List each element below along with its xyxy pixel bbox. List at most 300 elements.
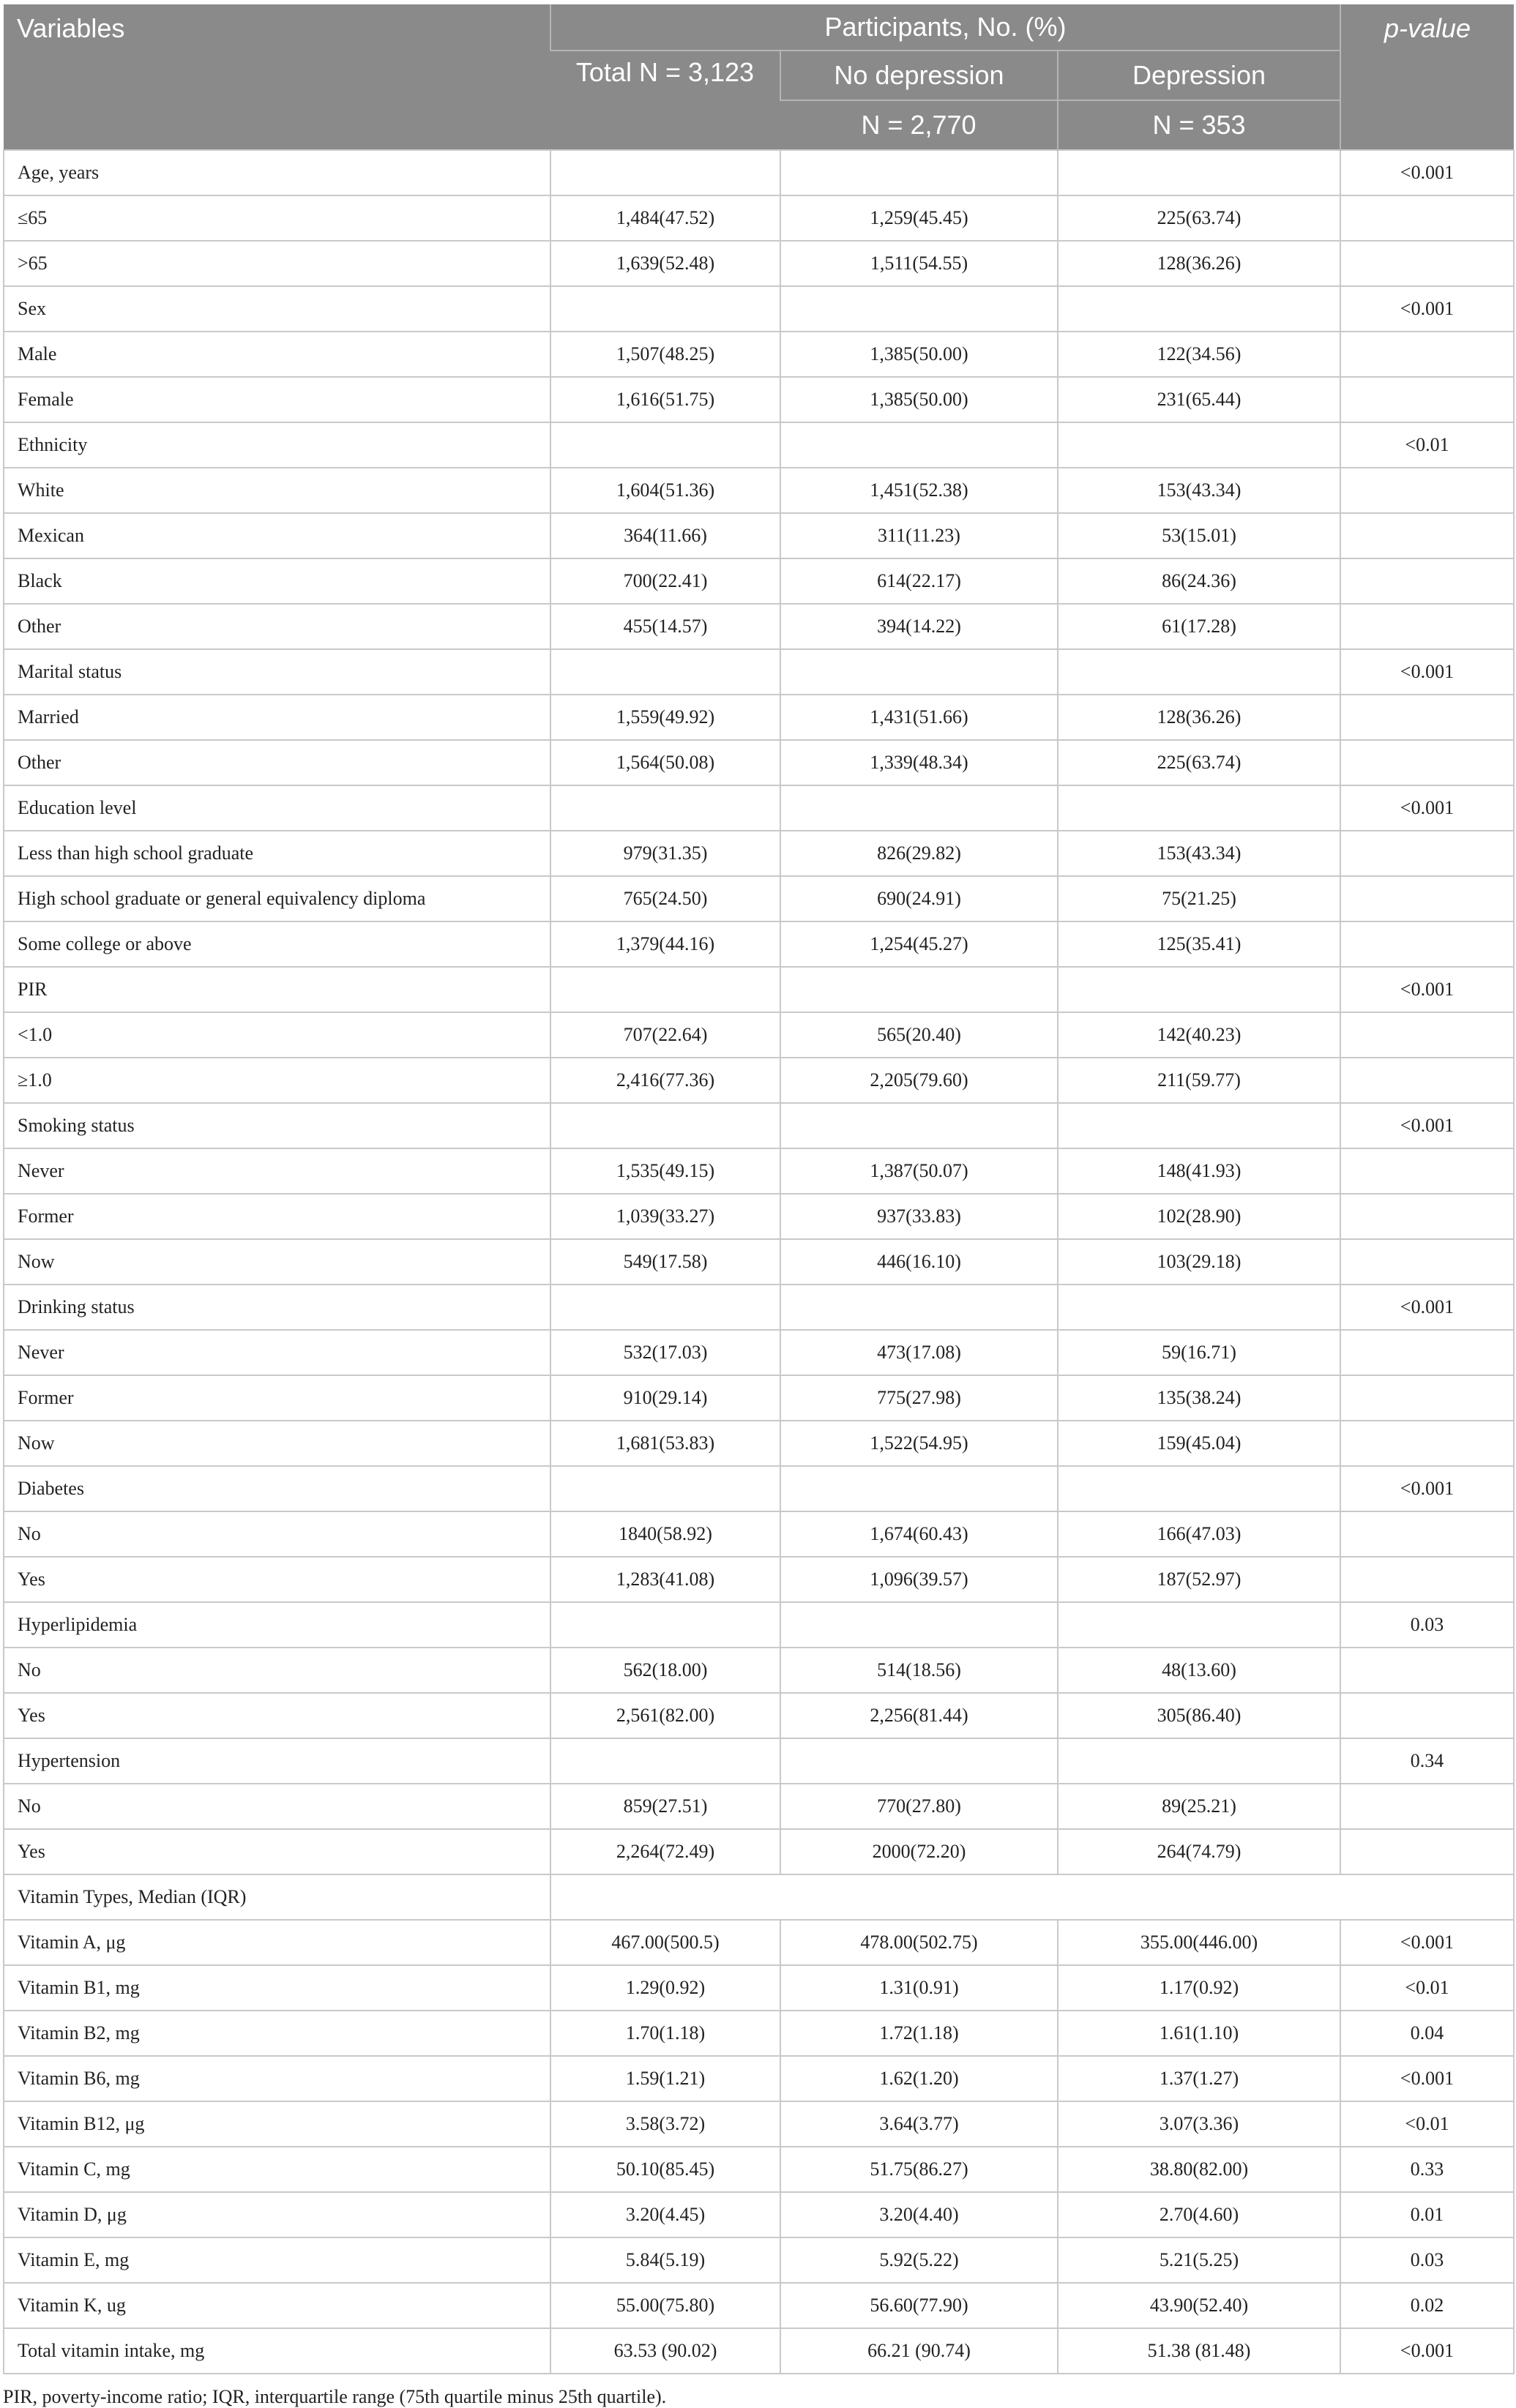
depression-cell: 1.17(0.92) (1058, 1965, 1340, 2011)
table-row (4, 513, 1514, 558)
group-label-cell: Drinking status (4, 1285, 550, 1330)
total-cell: 1,379(44.16) (550, 921, 780, 967)
header-no-depression-n: N = 2,770 (780, 100, 1058, 150)
table-row (4, 150, 1514, 195)
p-value-cell (1340, 1239, 1514, 1285)
total-cell (550, 1602, 780, 1648)
total-cell (550, 1103, 780, 1148)
depression-cell: 51.38 (81.48) (1058, 2328, 1340, 2374)
total-cell: 1,639(52.48) (550, 241, 780, 286)
no-depression-cell: 56.60(77.90) (780, 2283, 1058, 2328)
row-label-cell: <1.0 (4, 1012, 550, 1058)
total-cell: 1,604(51.36) (550, 468, 780, 513)
depression-cell: 142(40.23) (1058, 1012, 1340, 1058)
depression-cell (1058, 286, 1340, 332)
no-depression-cell: 1,431(51.66) (780, 695, 1058, 740)
depression-cell (1058, 1738, 1340, 1784)
p-value-cell: <0.01 (1340, 1965, 1514, 2011)
no-depression-cell: 2000(72.20) (780, 1829, 1058, 1874)
total-cell (550, 785, 780, 831)
no-depression-cell: 1,385(50.00) (780, 377, 1058, 422)
row-label-cell: No (4, 1784, 550, 1829)
total-cell: 1,283(41.08) (550, 1557, 780, 1602)
row-label-cell: >65 (4, 241, 550, 286)
table-row (4, 241, 1514, 286)
row-label-cell: Now (4, 1421, 550, 1466)
no-depression-cell: 614(22.17) (780, 558, 1058, 604)
p-value-cell: <0.001 (1340, 2328, 1514, 2374)
table-row (4, 1194, 1514, 1239)
p-value-cell (1340, 558, 1514, 604)
total-cell (550, 1738, 780, 1784)
depression-cell: 48(13.60) (1058, 1648, 1340, 1693)
table-header (4, 4, 1514, 150)
no-depression-cell: 1,385(50.00) (780, 332, 1058, 377)
table-row (4, 1920, 1514, 1965)
total-cell (550, 286, 780, 332)
no-depression-cell: 5.92(5.22) (780, 2237, 1058, 2283)
table-row (4, 2192, 1514, 2237)
table-row (4, 1511, 1514, 1557)
group-label-cell: Age, years (4, 150, 550, 195)
row-label-cell: High school graduate or general equivalency diploma (4, 876, 550, 921)
p-value-cell (1340, 1557, 1514, 1602)
table-row (4, 1829, 1514, 1874)
table-row (4, 377, 1514, 422)
depression-cell (1058, 150, 1340, 195)
table-row (4, 1648, 1514, 1693)
header-no-depression: No depression (780, 51, 1058, 100)
depression-cell: 305(86.40) (1058, 1693, 1340, 1738)
depression-cell: 225(63.74) (1058, 195, 1340, 241)
total-cell (550, 1285, 780, 1330)
p-value-cell (1340, 695, 1514, 740)
table-row (4, 2147, 1514, 2192)
no-depression-cell (780, 286, 1058, 332)
table-row (4, 1012, 1514, 1058)
header-variables: Variables (4, 4, 550, 150)
no-depression-cell: 770(27.80) (780, 1784, 1058, 1829)
depression-cell (1058, 1285, 1340, 1330)
group-label-cell: Ethnicity (4, 422, 550, 468)
total-cell: 364(11.66) (550, 513, 780, 558)
header-participants: Participants, No. (%) (550, 4, 1340, 51)
depression-cell: 166(47.03) (1058, 1511, 1340, 1557)
table-row (4, 2328, 1514, 2374)
depression-cell (1058, 1103, 1340, 1148)
total-cell: 2,264(72.49) (550, 1829, 780, 1874)
table-row (4, 921, 1514, 967)
depression-cell: 1.37(1.27) (1058, 2056, 1340, 2101)
row-label-cell: ≥1.0 (4, 1058, 550, 1103)
no-depression-cell: 1.72(1.18) (780, 2011, 1058, 2056)
no-depression-cell: 446(16.10) (780, 1239, 1058, 1285)
p-value-cell: 0.33 (1340, 2147, 1514, 2192)
row-label-cell: Other (4, 740, 550, 785)
depression-cell: 153(43.34) (1058, 831, 1340, 876)
p-value-cell (1340, 1784, 1514, 1829)
depression-cell: 355.00(446.00) (1058, 1920, 1340, 1965)
row-label-cell: ≤65 (4, 195, 550, 241)
no-depression-cell: 514(18.56) (780, 1648, 1058, 1693)
depression-cell: 159(45.04) (1058, 1421, 1340, 1466)
row-label-cell: Vitamin K, ug (4, 2283, 550, 2328)
depression-cell (1058, 785, 1340, 831)
table-row (4, 2101, 1514, 2147)
characteristics-table (3, 4, 1515, 2374)
no-depression-cell: 478.00(502.75) (780, 1920, 1058, 1965)
no-depression-cell (780, 1602, 1058, 1648)
no-depression-cell: 394(14.22) (780, 604, 1058, 649)
depression-cell: 128(36.26) (1058, 695, 1340, 740)
total-cell: 700(22.41) (550, 558, 780, 604)
no-depression-cell: 1.31(0.91) (780, 1965, 1058, 2011)
no-depression-cell: 1,511(54.55) (780, 241, 1058, 286)
row-label-cell: Now (4, 1239, 550, 1285)
total-cell: 50.10(85.45) (550, 2147, 780, 2192)
depression-cell (1058, 1466, 1340, 1511)
total-cell (550, 967, 780, 1012)
p-value-cell (1340, 241, 1514, 286)
row-label-cell: Mexican (4, 513, 550, 558)
header-depression: Depression (1058, 51, 1340, 100)
no-depression-cell (780, 150, 1058, 195)
no-depression-cell (780, 1285, 1058, 1330)
depression-cell: 89(25.21) (1058, 1784, 1340, 1829)
no-depression-cell: 3.20(4.40) (780, 2192, 1058, 2237)
p-value-cell: 0.03 (1340, 1602, 1514, 1648)
table-row (4, 422, 1514, 468)
table-row (4, 1965, 1514, 2011)
table-row (4, 1330, 1514, 1375)
table-row (4, 831, 1514, 876)
row-label-cell: Former (4, 1375, 550, 1421)
total-cell: 562(18.00) (550, 1648, 780, 1693)
table-row (4, 332, 1514, 377)
p-value-cell (1340, 1012, 1514, 1058)
p-value-cell: <0.001 (1340, 286, 1514, 332)
p-value-cell (1340, 1330, 1514, 1375)
total-cell: 2,416(77.36) (550, 1058, 780, 1103)
header-total (550, 51, 780, 150)
depression-cell: 148(41.93) (1058, 1148, 1340, 1194)
group-label-cell: Smoking status (4, 1103, 550, 1148)
row-label-cell: Female (4, 377, 550, 422)
table-row (4, 740, 1514, 785)
p-value-cell (1340, 1648, 1514, 1693)
depression-cell: 59(16.71) (1058, 1330, 1340, 1375)
depression-cell: 231(65.44) (1058, 377, 1340, 422)
p-value-cell (1340, 1829, 1514, 1874)
total-cell: 1,681(53.83) (550, 1421, 780, 1466)
row-label-cell: Married (4, 695, 550, 740)
row-label-cell: No (4, 1511, 550, 1557)
table-row (4, 967, 1514, 1012)
total-cell: 859(27.51) (550, 1784, 780, 1829)
depression-cell: 135(38.24) (1058, 1375, 1340, 1421)
depression-cell: 43.90(52.40) (1058, 2283, 1340, 2328)
table-container (3, 4, 1513, 2408)
p-value-cell (1340, 468, 1514, 513)
row-label-cell: White (4, 468, 550, 513)
row-label-cell: Yes (4, 1693, 550, 1738)
no-depression-cell (780, 785, 1058, 831)
total-cell: 5.84(5.19) (550, 2237, 780, 2283)
no-depression-cell: 1,387(50.07) (780, 1148, 1058, 1194)
table-row (4, 1058, 1514, 1103)
row-label-cell: Vitamin C, mg (4, 2147, 550, 2192)
table-row (4, 558, 1514, 604)
table-row (4, 2056, 1514, 2101)
total-cell: 1,616(51.75) (550, 377, 780, 422)
no-depression-cell: 1,451(52.38) (780, 468, 1058, 513)
total-cell: 467.00(500.5) (550, 1920, 780, 1965)
table-row (4, 785, 1514, 831)
p-value-cell: <0.001 (1340, 1920, 1514, 1965)
p-value-cell (1340, 513, 1514, 558)
group-label-cell: Sex (4, 286, 550, 332)
depression-cell: 211(59.77) (1058, 1058, 1340, 1103)
table-row (4, 468, 1514, 513)
total-cell: 1,564(50.08) (550, 740, 780, 785)
depression-cell: 1.61(1.10) (1058, 2011, 1340, 2056)
p-value-cell (1340, 195, 1514, 241)
no-depression-cell (780, 422, 1058, 468)
no-depression-cell: 937(33.83) (780, 1194, 1058, 1239)
p-value-cell (1340, 1148, 1514, 1194)
p-value-cell (1340, 604, 1514, 649)
total-cell: 1,535(49.15) (550, 1148, 780, 1194)
row-label-cell: Male (4, 332, 550, 377)
total-cell: 1840(58.92) (550, 1511, 780, 1557)
row-label-cell: Yes (4, 1557, 550, 1602)
depression-cell: 264(74.79) (1058, 1829, 1340, 1874)
no-depression-cell: 2,256(81.44) (780, 1693, 1058, 1738)
p-value-cell: <0.01 (1340, 422, 1514, 468)
no-depression-cell: 565(20.40) (780, 1012, 1058, 1058)
total-cell: 1.29(0.92) (550, 1965, 780, 2011)
no-depression-cell: 1,674(60.43) (780, 1511, 1058, 1557)
header-depression-n: N = 353 (1058, 100, 1340, 150)
row-label-cell: Vitamin B6, mg (4, 2056, 550, 2101)
table-row (4, 2283, 1514, 2328)
p-value-cell: <0.001 (1340, 2056, 1514, 2101)
total-cell: 1,039(33.27) (550, 1194, 780, 1239)
depression-cell: 86(24.36) (1058, 558, 1340, 604)
header-p-value-text: p-value (1384, 13, 1471, 43)
row-label-cell: Vitamin B12, μg (4, 2101, 550, 2147)
total-cell: 3.58(3.72) (550, 2101, 780, 2147)
row-label-cell: Black (4, 558, 550, 604)
total-cell: 3.20(4.45) (550, 2192, 780, 2237)
no-depression-cell: 1.62(1.20) (780, 2056, 1058, 2101)
no-depression-cell (780, 1103, 1058, 1148)
table-footnote: PIR, poverty-income ratio; IQR, interquartile range (75th quartile minus 25th quartile). (3, 2386, 667, 2407)
depression-cell (1058, 967, 1340, 1012)
depression-cell (1058, 1602, 1340, 1648)
row-label-cell: Yes (4, 1829, 550, 1874)
table-row (4, 1148, 1514, 1194)
total-cell: 707(22.64) (550, 1012, 780, 1058)
depression-cell: 5.21(5.25) (1058, 2237, 1340, 2283)
p-value-cell (1340, 1375, 1514, 1421)
table-row (4, 1693, 1514, 1738)
row-label-cell: Less than high school graduate (4, 831, 550, 876)
no-depression-cell: 690(24.91) (780, 876, 1058, 921)
table-row (4, 1466, 1514, 1511)
table-row (4, 1421, 1514, 1466)
table-row (4, 695, 1514, 740)
no-depression-cell: 1,339(48.34) (780, 740, 1058, 785)
no-depression-cell: 1,254(45.27) (780, 921, 1058, 967)
no-depression-cell: 826(29.82) (780, 831, 1058, 876)
table-row (4, 2237, 1514, 2283)
group-label-cell: Marital status (4, 649, 550, 695)
p-value-cell (1340, 1511, 1514, 1557)
p-value-cell (1340, 921, 1514, 967)
table-row (4, 1738, 1514, 1784)
p-value-cell: 0.03 (1340, 2237, 1514, 2283)
depression-cell: 153(43.34) (1058, 468, 1340, 513)
no-depression-cell: 3.64(3.77) (780, 2101, 1058, 2147)
p-value-cell (1340, 1421, 1514, 1466)
table-row (4, 1874, 1514, 1920)
p-value-cell (1340, 377, 1514, 422)
total-cell (550, 649, 780, 695)
p-value-cell (1340, 740, 1514, 785)
p-value-cell (1340, 332, 1514, 377)
depression-cell: 103(29.18) (1058, 1239, 1340, 1285)
row-label-cell: Some college or above (4, 921, 550, 967)
p-value-cell (1340, 1058, 1514, 1103)
p-value-cell (1340, 831, 1514, 876)
p-value-cell: <0.001 (1340, 1466, 1514, 1511)
row-label-cell: Former (4, 1194, 550, 1239)
depression-cell: 187(52.97) (1058, 1557, 1340, 1602)
total-cell (550, 1466, 780, 1511)
total-cell: 532(17.03) (550, 1330, 780, 1375)
no-depression-cell: 473(17.08) (780, 1330, 1058, 1375)
p-value-cell: <0.001 (1340, 1103, 1514, 1148)
no-depression-cell (780, 1738, 1058, 1784)
p-value-cell: <0.001 (1340, 1285, 1514, 1330)
row-label-cell: Other (4, 604, 550, 649)
total-cell: 455(14.57) (550, 604, 780, 649)
depression-cell: 38.80(82.00) (1058, 2147, 1340, 2192)
section-empty-cell (550, 1874, 1514, 1920)
no-depression-cell: 2,205(79.60) (780, 1058, 1058, 1103)
section-label-cell: Vitamin Types, Median (IQR) (4, 1874, 550, 1920)
total-cell: 549(17.58) (550, 1239, 780, 1285)
table-row (4, 1375, 1514, 1421)
p-value-cell: 0.02 (1340, 2283, 1514, 2328)
no-depression-cell (780, 967, 1058, 1012)
row-label-cell: Vitamin B1, mg (4, 1965, 550, 2011)
depression-cell: 75(21.25) (1058, 876, 1340, 921)
table-row (4, 649, 1514, 695)
row-label-cell: Vitamin D, μg (4, 2192, 550, 2237)
no-depression-cell: 66.21 (90.74) (780, 2328, 1058, 2374)
p-value-cell (1340, 1194, 1514, 1239)
group-label-cell: Hypertension (4, 1738, 550, 1784)
p-value-cell: <0.001 (1340, 785, 1514, 831)
p-value-cell: <0.01 (1340, 2101, 1514, 2147)
total-cell: 2,561(82.00) (550, 1693, 780, 1738)
table-row (4, 1602, 1514, 1648)
depression-cell: 2.70(4.60) (1058, 2192, 1340, 2237)
total-cell: 63.53 (90.02) (550, 2328, 780, 2374)
depression-cell: 3.07(3.36) (1058, 2101, 1340, 2147)
table-row (4, 1285, 1514, 1330)
no-depression-cell: 51.75(86.27) (780, 2147, 1058, 2192)
no-depression-cell: 1,096(39.57) (780, 1557, 1058, 1602)
table-row (4, 1239, 1514, 1285)
header-p-value (1340, 4, 1514, 150)
group-label-cell: Diabetes (4, 1466, 550, 1511)
p-value-cell: 0.04 (1340, 2011, 1514, 2056)
p-value-cell: 0.01 (1340, 2192, 1514, 2237)
table-body (4, 150, 1514, 2374)
no-depression-cell: 1,522(54.95) (780, 1421, 1058, 1466)
row-label-cell: Vitamin E, mg (4, 2237, 550, 2283)
table-row (4, 1103, 1514, 1148)
no-depression-cell: 1,259(45.45) (780, 195, 1058, 241)
depression-cell: 128(36.26) (1058, 241, 1340, 286)
table-row (4, 1557, 1514, 1602)
depression-cell (1058, 649, 1340, 695)
no-depression-cell (780, 1466, 1058, 1511)
total-cell: 1.59(1.21) (550, 2056, 780, 2101)
total-cell: 1,559(49.92) (550, 695, 780, 740)
total-cell: 765(24.50) (550, 876, 780, 921)
p-value-cell: <0.001 (1340, 150, 1514, 195)
table-row (4, 195, 1514, 241)
total-cell (550, 422, 780, 468)
table-row (4, 1784, 1514, 1829)
total-cell: 55.00(75.80) (550, 2283, 780, 2328)
total-cell: 910(29.14) (550, 1375, 780, 1421)
total-cell: 1,507(48.25) (550, 332, 780, 377)
no-depression-cell: 311(11.23) (780, 513, 1058, 558)
p-value-cell (1340, 876, 1514, 921)
depression-cell: 122(34.56) (1058, 332, 1340, 377)
row-label-cell: Vitamin B2, mg (4, 2011, 550, 2056)
depression-cell: 125(35.41) (1058, 921, 1340, 967)
table-row (4, 2011, 1514, 2056)
total-cell: 1,484(47.52) (550, 195, 780, 241)
row-label-cell: No (4, 1648, 550, 1693)
table-row (4, 286, 1514, 332)
depression-cell (1058, 422, 1340, 468)
p-value-cell: <0.001 (1340, 649, 1514, 695)
depression-cell: 61(17.28) (1058, 604, 1340, 649)
table-row (4, 604, 1514, 649)
table-row (4, 876, 1514, 921)
total-cell: 979(31.35) (550, 831, 780, 876)
group-label-cell: PIR (4, 967, 550, 1012)
depression-cell: 102(28.90) (1058, 1194, 1340, 1239)
group-label-cell: Hyperlipidemia (4, 1602, 550, 1648)
row-label-cell: Never (4, 1148, 550, 1194)
total-cell (550, 150, 780, 195)
group-label-cell: Education level (4, 785, 550, 831)
p-value-cell (1340, 1693, 1514, 1738)
p-value-cell: <0.001 (1340, 967, 1514, 1012)
row-label-cell: Total vitamin intake, mg (4, 2328, 550, 2374)
p-value-cell: 0.34 (1340, 1738, 1514, 1784)
row-label-cell: Never (4, 1330, 550, 1375)
header-total-text: Total N = 3,123 (575, 57, 755, 87)
